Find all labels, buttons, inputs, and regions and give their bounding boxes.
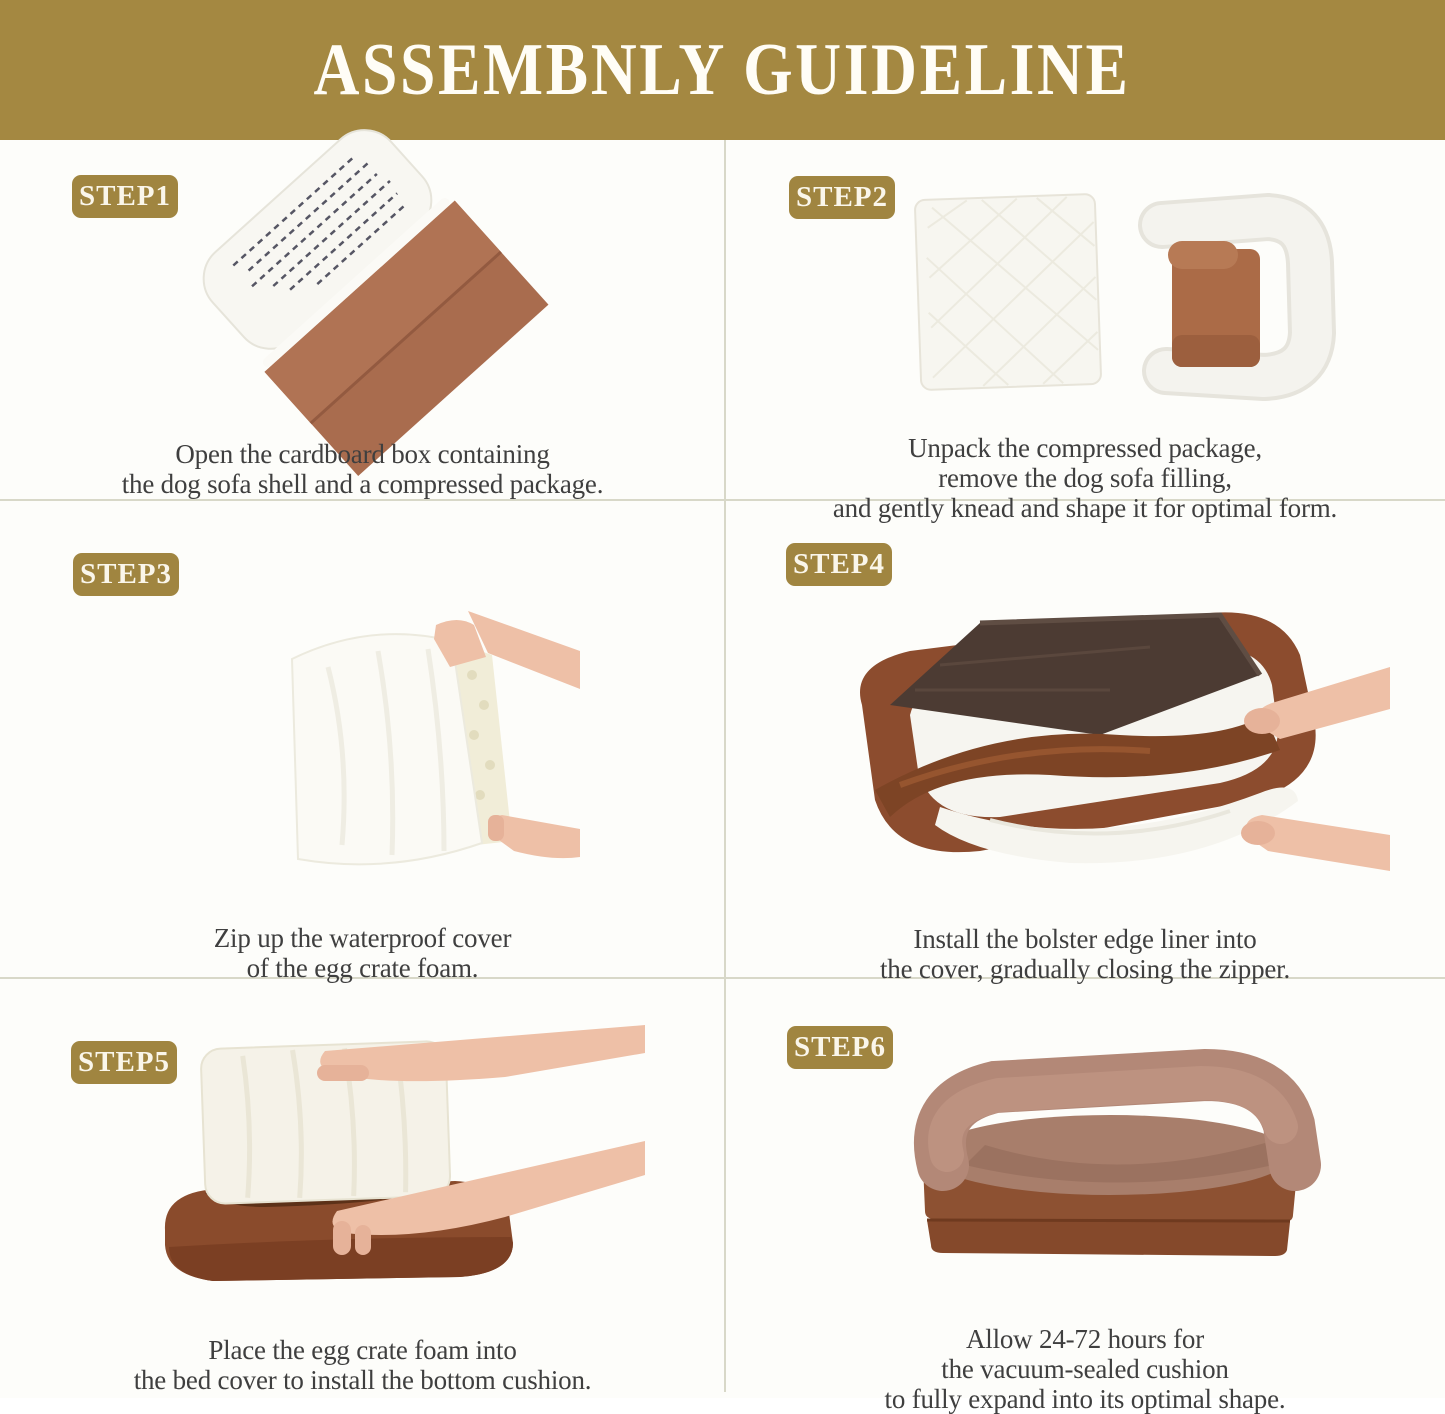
vertical-divider (724, 140, 726, 1392)
upper-arm-shape (317, 1025, 645, 1081)
step4-badge: STEP4 (786, 543, 892, 586)
brown-bolster-insert-shape (1168, 241, 1260, 367)
step4-caption: Install the bolster edge liner into the cover, gradually closing the zipper. (879, 924, 1291, 984)
step6-caption: Allow 24-72 hours for the vacuum-sealed cushion to fully expand into its optimal shape. (884, 1324, 1286, 1414)
sofa-seat-shape (928, 1115, 1292, 1195)
step2-caption: Unpack the compressed package, remove the dog sofa filling, and gently knead and shape it for optimal form. (832, 433, 1338, 523)
step6-badge: STEP6 (787, 1026, 893, 1069)
filling-pad-shape (915, 194, 1102, 390)
banner (0, 0, 1445, 140)
step1-photo (213, 145, 513, 425)
step5-photo (85, 1025, 645, 1295)
step5-badge: STEP5 (71, 1041, 177, 1084)
lower-arm-shape (1241, 815, 1390, 871)
step3-badge: STEP3 (73, 553, 179, 596)
page-title: ASSEMBNLY GUIDELINE (313, 28, 1132, 111)
step1-caption: Open the cardboard box containing the dog sofa shell and a compressed package. (121, 439, 604, 499)
lower-hand-shape (488, 815, 580, 858)
step4-photo (790, 555, 1390, 890)
step3-photo (200, 593, 580, 883)
step1-badge: STEP1 (72, 175, 178, 218)
step2-photo (900, 185, 1350, 405)
step6-photo (865, 1015, 1355, 1260)
step5-caption: Place the egg crate foam into the bed cover to install the bottom cushion. (133, 1335, 592, 1395)
bolster-ring-shape (1162, 217, 1312, 377)
step2-badge: STEP2 (789, 176, 895, 219)
waterproof-cover-shape (292, 634, 482, 864)
step3-caption: Zip up the waterproof cover of the egg crate foam. (213, 923, 512, 983)
